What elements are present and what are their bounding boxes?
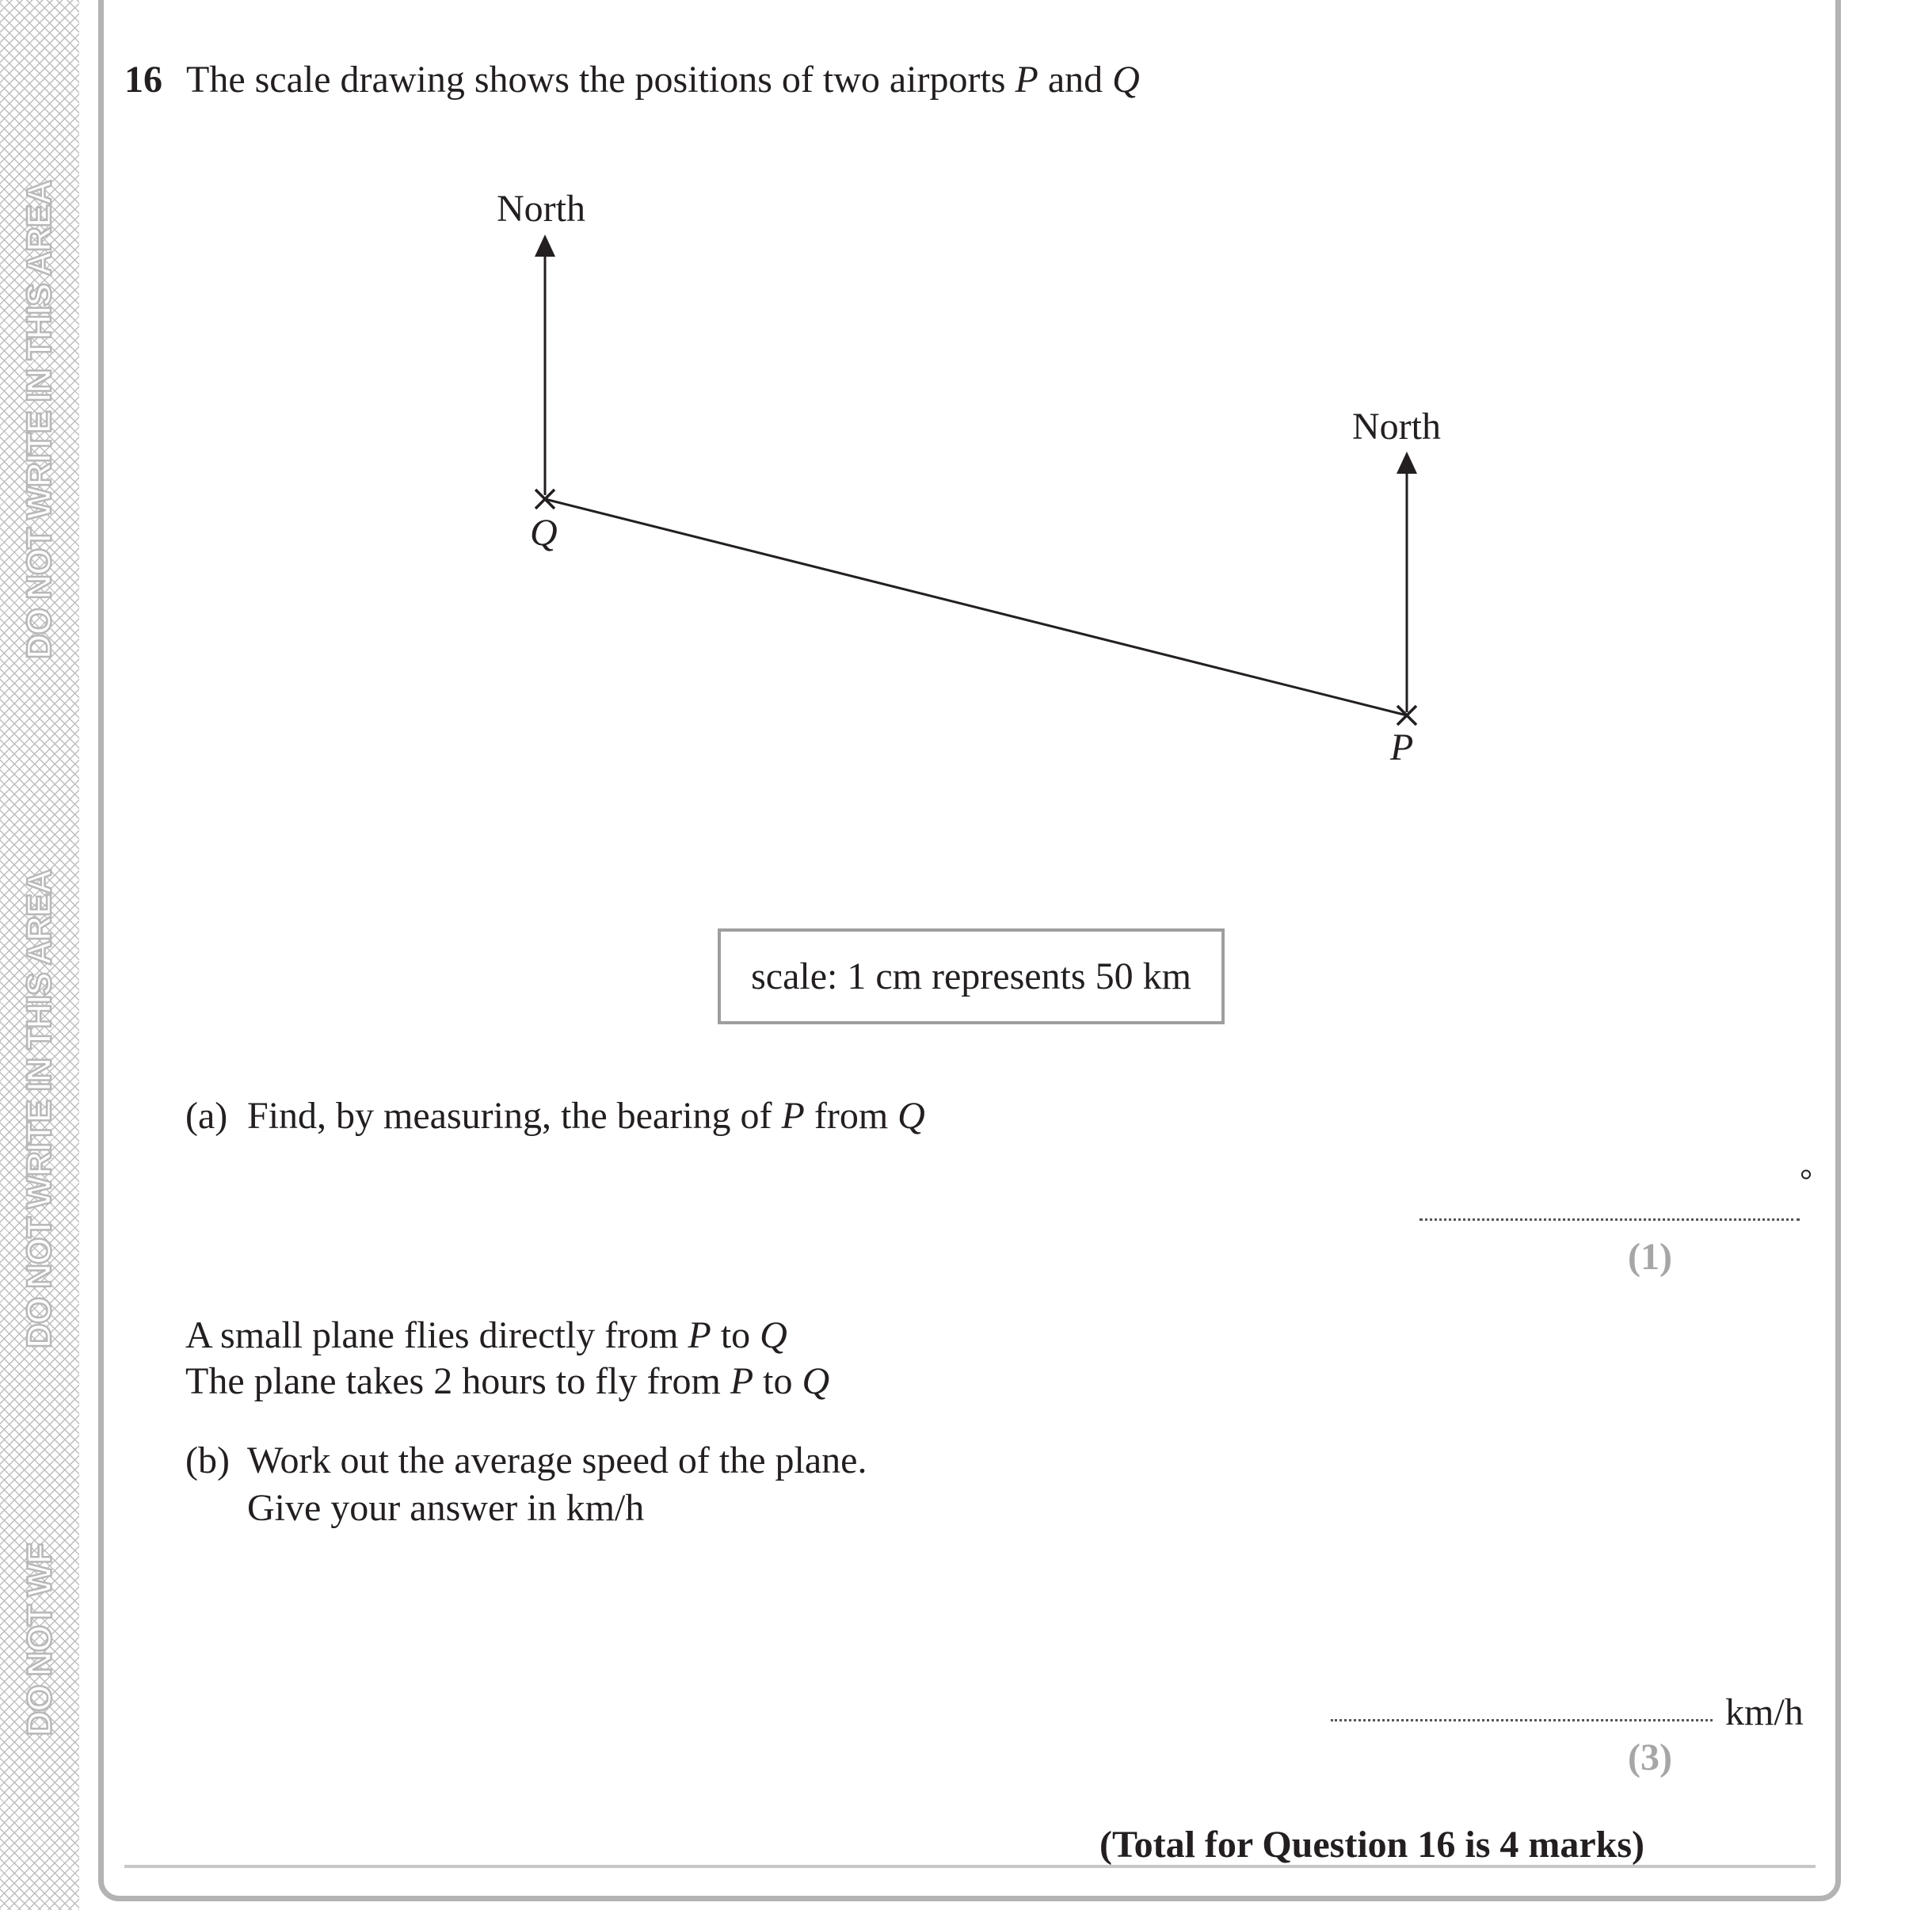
question-stem: The scale drawing shows the positions of two airports P and Q <box>186 59 1140 101</box>
north-arrow-p-head <box>1397 452 1417 474</box>
answer-unit-b: km/h <box>1725 1691 1804 1733</box>
question-total: (Total for Question 16 is 4 marks) <box>1099 1824 1645 1866</box>
degree-symbol: ° <box>1800 1162 1812 1198</box>
north-label-q: North <box>497 188 585 230</box>
answer-line-b[interactable] <box>1331 1719 1713 1721</box>
bottom-rule <box>124 1865 1816 1868</box>
part-b-question-line-2: Give your answer in km/h <box>247 1487 645 1529</box>
part-b-label: (b) <box>185 1439 230 1481</box>
margin-warning-3: DO NOT WF <box>20 1543 59 1737</box>
scale-text: scale: 1 cm represents 50 km <box>751 955 1191 997</box>
margin-warning-1: DO NOT WRITE IN THIS AREA <box>20 180 59 660</box>
north-label-p: North <box>1352 406 1441 448</box>
north-arrow-q-head <box>535 234 555 257</box>
airport-label-p: P <box>1390 726 1414 768</box>
scale-box <box>718 928 1225 1024</box>
marks-part-a: (1) <box>1628 1236 1672 1278</box>
info-line-1: A small plane flies directly from P to Q <box>185 1314 787 1356</box>
question-number: 16 <box>124 59 162 101</box>
part-b-question-line-1: Work out the average speed of the plane. <box>247 1439 867 1481</box>
line-q-to-p <box>545 499 1407 715</box>
marks-part-b: (3) <box>1628 1737 1672 1778</box>
info-line-2: The plane takes 2 hours to fly from P to Q <box>185 1360 830 1402</box>
airport-label-q: Q <box>530 512 558 554</box>
part-a-question: Find, by measuring, the bearing of P from Q <box>247 1095 925 1137</box>
answer-line-a[interactable] <box>1419 1218 1800 1221</box>
part-a-label: (a) <box>185 1095 228 1137</box>
margin-warning-2: DO NOT WRITE IN THIS AREA <box>20 869 59 1349</box>
